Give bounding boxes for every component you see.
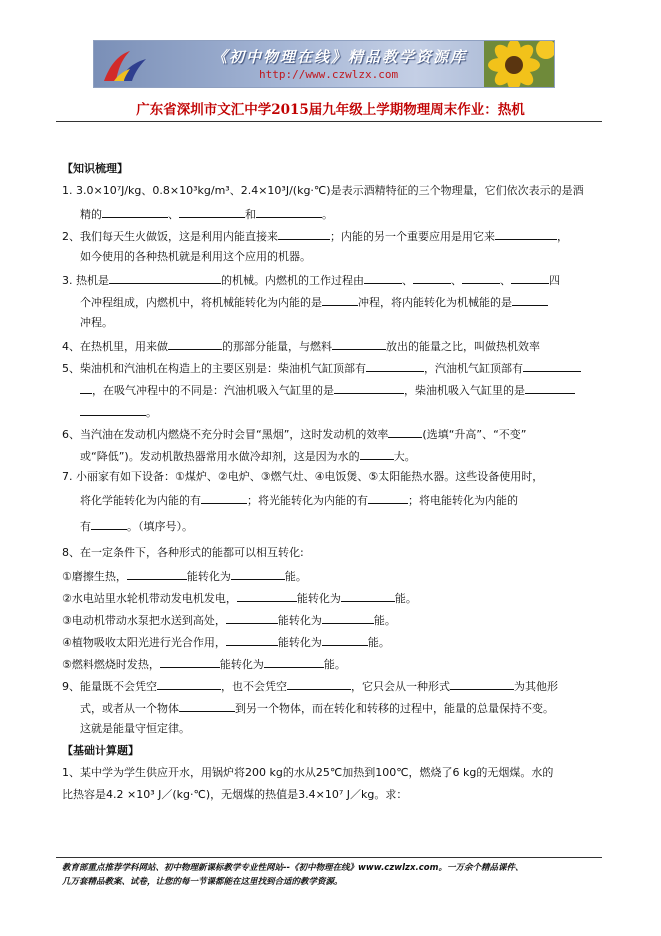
q3-line-3: 冲程。 [80,316,113,329]
q7-line-1: 7. 小丽家有如下设备：①煤炉、②电炉、③燃气灶、④电饭煲、⑤太阳能热水器。这些设备使用时， [62,470,544,483]
q7-line-2: 将化学能转化为内能的有 ；将光能转化为内能的有 ；将电能转化为内能的 [80,494,518,507]
q8-intro: 8、在一定条件下，各种形式的能都可以相互转化: [62,546,304,559]
section-heading-calc: 【基础计算题】 [62,744,139,757]
document-title: 广东省深圳市文汇中学2015届九年级上学期物理周末作业：热机 [136,102,525,118]
q6-line-1: 6、当汽油在发动机内燃烧不充分时会冒“黑烟”，这时发动机的效率 (选填“升高”、“不变” [62,428,527,441]
q9-line-3: 这就是能量守恒定律。 [80,722,190,735]
q1-line-2: 精的 、 和 。 [80,208,333,221]
banner-url: http://www.czwlzx.com [259,68,399,81]
q2-line-1: 2、我们每天生火做饭，这是利用内能直接来 ；内能的另一个重要应用是用它来 ， [62,230,568,243]
calc-q1-line-2: 比热容是4.2 ×10³ J／(kg·℃)，无烟煤的热值是3.4×10⁷ J／kg。求： [62,788,408,801]
q8-item-5: ⑤燃料燃烧时发热， 能转化为 能。 [62,658,346,671]
q8-item-1: ①磨擦生热， 能转化为 能。 [62,570,307,583]
sunflower-icon [484,41,554,88]
banner-title: 《初中物理在线》精品教学资源库 [212,48,468,66]
q4-line-1: 4、在热机里，用来做 的那部分能量，与燃料 放出的能量之比，叫做热机效率 [62,340,540,353]
q8-item-4: ④植物吸收太阳光进行光合作用， 能转化为 能。 [62,636,390,649]
q5-line-1: 5、柴油机和汽油机在构造上的主要区别是：柴油机气缸顶部有 ，汽油机气缸顶部有 [62,360,602,376]
q1-line-1: 1. 3.0×10⁷J/kg、0.8×10³kg/m³、2.4×10³J/(kg·℃)是表示酒精特征的三个物理量，它们依次表示的是酒 [62,184,584,197]
q3-line-2: 个冲程组成，内燃机中，将机械能转化为内能的是 冲程，将内能转化为机械能的是 [80,294,620,310]
section-heading-knowledge: 【知识梳理】 [62,162,128,175]
header-banner [93,40,555,88]
calc-q1-line-1: 1、某中学为学生供应开水，用锅炉将200 kg的水从25℃加热到100℃，燃烧了6 kg的无烟煤。水的 [62,766,554,779]
q3-line-1: 3. 热机是 的机械。内燃机的工作过程由 、 、 、 四 [62,274,560,287]
q8-item-2: ②水电站里水轮机带动发电机发电， 能转化为 能。 [62,592,417,605]
title-divider [56,121,602,122]
q7-line-3: 有 。（填序号）。 [80,520,193,533]
footer-divider [56,857,602,858]
q6-line-2: 或“降低”)。发动机散热器常用水做冷却剂，这是因为水的 大。 [80,450,416,463]
q2-line-2: 如今使用的各种热机就是利用这个应用的机器。 [80,250,311,263]
q5-line-2: ，在吸气冲程中的不同是：汽油机吸入气缸里的是 ，柴油机吸入气缸里的是 [80,382,620,398]
q9-line-2: 式，或者从一个物体 到另一个物体，而在转化和转移的过程中，能量的总量保持不变。 [80,702,554,715]
footer-line-2: 几万套精品教案、试卷，让您的每一节课都能在这里找到合适的教学资源。 [62,877,343,887]
q5-line-3: 。 [80,404,620,420]
footer-line-1: 教育部重点推荐学科网站、初中物理新课标教学专业性网站--《初中物理在线》www.czwlzx.com。一万余个精品课件、 [62,863,524,873]
q9-line-1: 9、能量既不会凭空 ，也不会凭空 ，它只会从一种形式 为其他形 [62,680,558,693]
q8-item-3: ③电动机带动水泵把水送到高处， 能转化为 能。 [62,614,396,627]
site-logo-icon [100,45,152,85]
